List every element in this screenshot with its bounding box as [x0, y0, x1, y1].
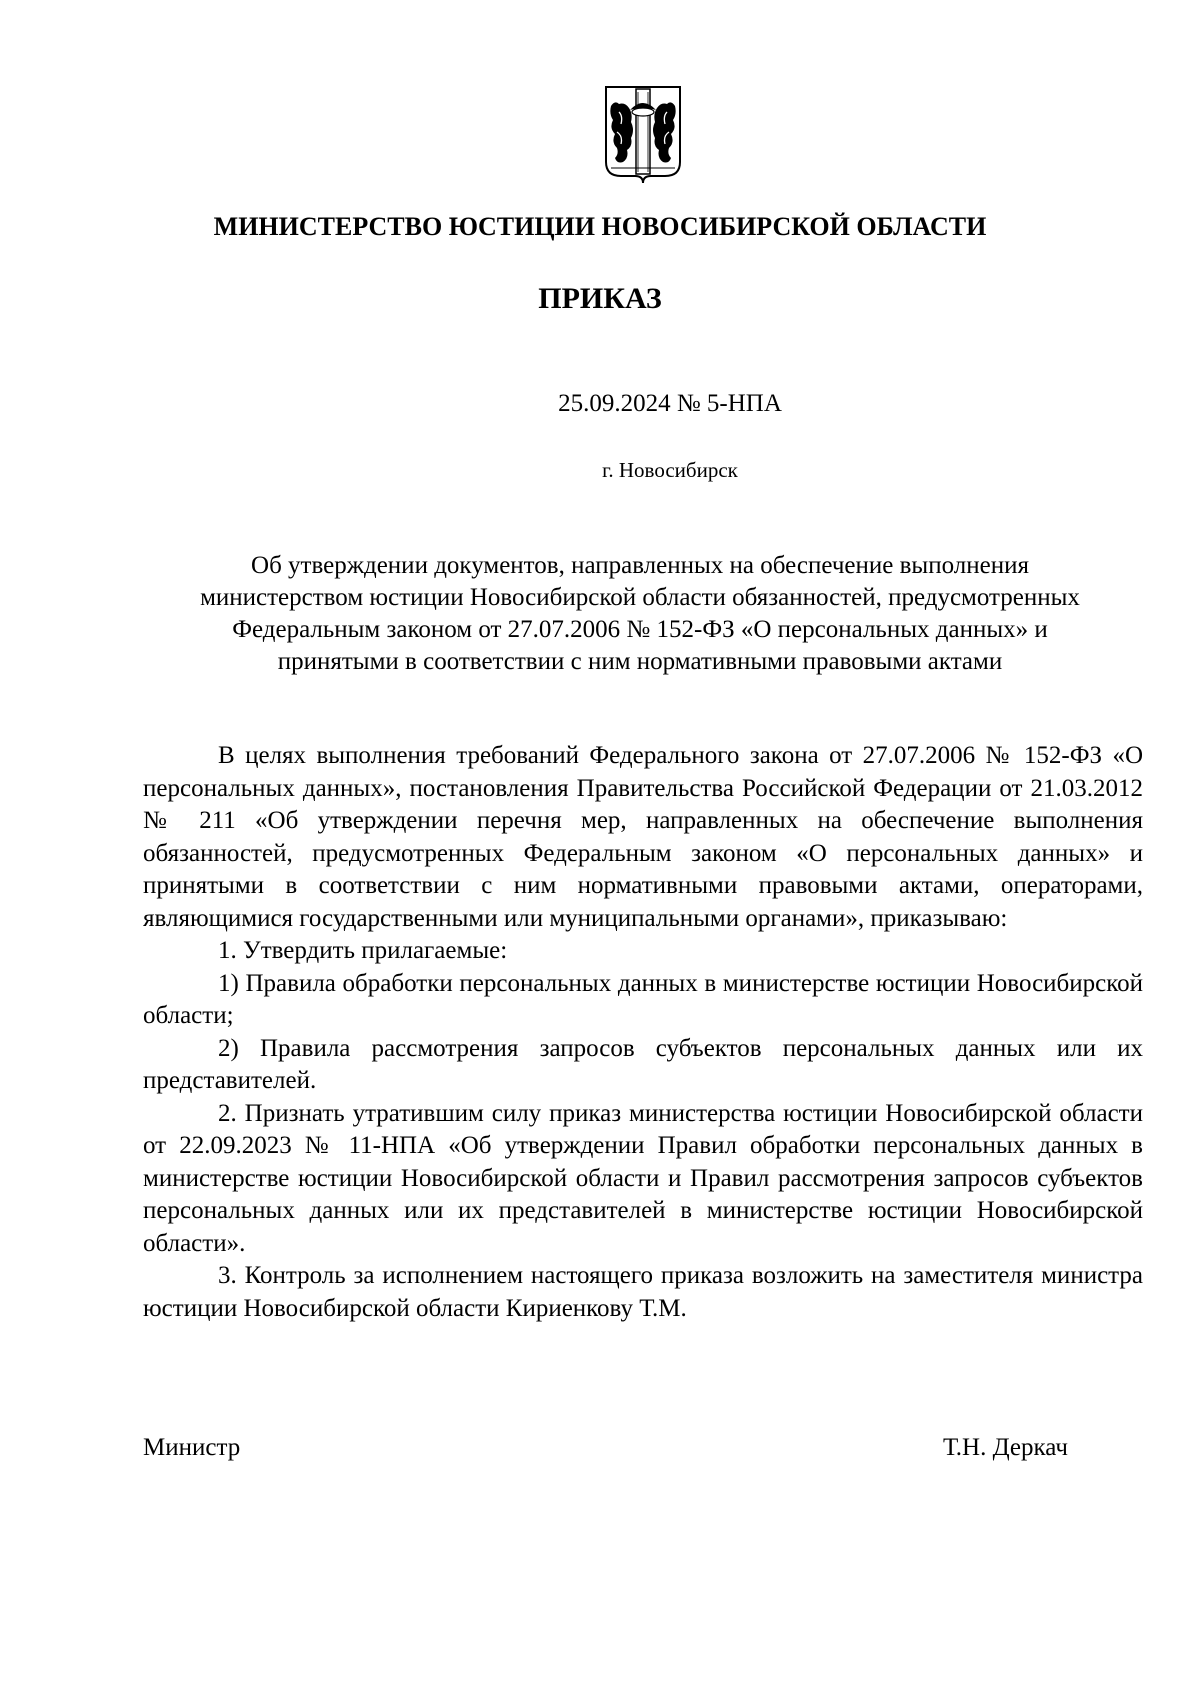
body-paragraph-item-3: 3. Контроль за исполнением настоящего приказа возложить на заместителя министра юстиции Новосибирской области Кириенкову Т.М.: [143, 1262, 1143, 1322]
document-title: [140, 550, 1140, 678]
document-body: [143, 740, 1143, 1325]
body-paragraph-preamble: В целях выполнения требований Федерального закона от 27.07.2006 № 152-ФЗ «О персональных данных», постановления Правительства Российской Федерации от 21.03.2012 № 211 «Об утверждении перечня мер, направленных на обеспечение выполнения обязанностей, предусмотренных Федеральным законом «О персональных данных» и принятыми в соответствии с ним нормативными правовыми актами, операторами, являющимися государственными или муниципальными органами», приказываю:: [143, 742, 1143, 932]
signature-title: Министр: [143, 1434, 241, 1461]
ministry-name: МИНИСТЕРСТВО ЮСТИЦИИ НОВОСИБИРСКОЙ ОБЛАСТИ: [213, 212, 987, 241]
novosibirsk-coat-of-arms-icon: [603, 84, 683, 184]
body-paragraph-item-1-2: 2) Правила рассмотрения запросов субъектов персональных данных или их представителей.: [143, 1034, 1143, 1094]
signature-name: Т.Н. Деркач: [943, 1434, 1068, 1461]
title-line: министерством юстиции Новосибирской области обязанностей, предусмотренных: [200, 584, 1080, 611]
title-line: принятыми в соответствии с ним нормативными правовыми актами: [277, 648, 1003, 675]
title-line: Федеральным законом от 27.07.2006 № 152-ФЗ «О персональных данных» и: [232, 616, 1048, 643]
document-date-number: 25.09.2024 № 5-НПА: [558, 390, 782, 417]
body-paragraph-item-1-1: 1) Правила обработки персональных данных в министерстве юстиции Новосибирской области;: [143, 969, 1143, 1029]
body-paragraph-item-2: 2. Признать утратившим силу приказ министерства юстиции Новосибирской области от 22.09.2023 № 11-НПА «Об утверждении Правил обработки персональных данных в министерстве юстиции Новосибирской области и Правил рассмотрения запросов субъектов персональных данных или их представителей в министерстве юстиции Новосибирской области».: [143, 1099, 1143, 1257]
body-paragraph-item-1: 1. Утвердить прилагаемые:: [218, 937, 508, 964]
title-line: Об утверждении документов, направленных на обеспечение выполнения: [251, 552, 1029, 579]
document-type: ПРИКАЗ: [538, 282, 662, 315]
document-city: г. Новосибирск: [602, 458, 738, 482]
